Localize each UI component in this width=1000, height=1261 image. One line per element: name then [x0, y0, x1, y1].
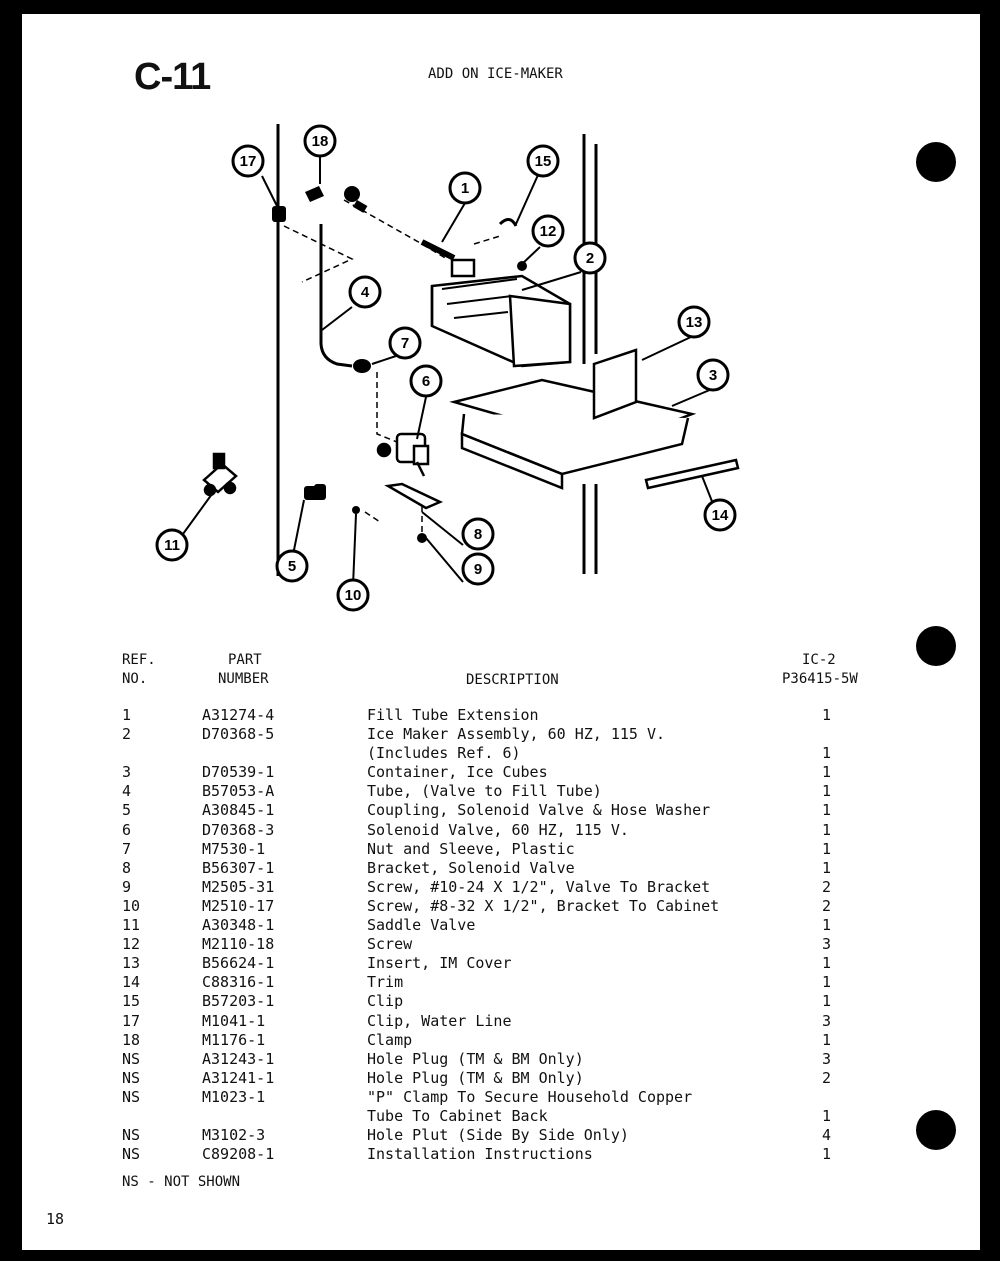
- table-row: [122, 782, 842, 801]
- cell-description: Solenoid Valve, 60 HZ, 115 V.: [367, 820, 629, 839]
- callout-14: [705, 500, 735, 530]
- table-row: [122, 725, 842, 744]
- cell-ref-no: 2: [122, 725, 132, 744]
- cell-ref-no: NS: [122, 1145, 141, 1164]
- cell-ref-no: 12: [122, 935, 141, 954]
- svg-text:8: 8: [473, 526, 483, 543]
- callout-17: [233, 146, 263, 176]
- water-tube-part: [321, 224, 352, 366]
- table-row: [122, 1088, 842, 1107]
- cell-ref-no: 15: [122, 992, 141, 1011]
- cell-ref-no: NS: [122, 1068, 141, 1087]
- cell-part-number: A31243-1: [202, 1049, 275, 1068]
- svg-text:18: 18: [311, 133, 329, 150]
- svg-text:1: 1: [460, 180, 470, 197]
- table-row: [122, 840, 842, 859]
- svg-text:11: 11: [164, 537, 180, 554]
- svg-text:15: 15: [534, 153, 552, 170]
- exploded-parts-diagram: [22, 14, 980, 654]
- cell-description: Ice Maker Assembly, 60 HZ, 115 V.: [367, 725, 666, 744]
- cell-description: Container, Ice Cubes: [367, 763, 548, 782]
- callout-11: [157, 530, 187, 560]
- cell-part-number: [202, 1107, 367, 1126]
- svg-text:4: 4: [360, 284, 370, 301]
- table-row: [122, 859, 842, 878]
- cell-ref-no: [122, 744, 202, 763]
- table-row: [122, 706, 842, 725]
- cell-quantity: 1: [822, 1106, 832, 1125]
- cell-ref-no: 17: [122, 1011, 141, 1030]
- section-id: C-11: [134, 56, 211, 98]
- callout-2: [575, 243, 605, 273]
- cell-ref-no: 9: [122, 877, 132, 896]
- cell-part-number: M1041-1: [202, 1011, 266, 1030]
- table-row: [122, 1107, 842, 1126]
- svg-text:9: 9: [473, 561, 483, 578]
- table-row: [122, 1050, 842, 1069]
- cell-description: Installation Instructions: [367, 1145, 593, 1164]
- cell-part-number: M3102-3: [202, 1126, 266, 1145]
- header-part-line2: NUMBER: [218, 671, 269, 687]
- cell-quantity: 1: [822, 839, 832, 858]
- cell-description: Tube To Cabinet Back: [367, 1106, 548, 1125]
- svg-text:17: 17: [239, 153, 257, 170]
- cell-part-number: M7530-1: [202, 839, 266, 858]
- cell-description: Hole Plug (TM & BM Only): [367, 1068, 584, 1087]
- cell-quantity: 1: [822, 1030, 832, 1049]
- header-model-line2: P36415-5W: [782, 671, 858, 687]
- cell-description: (Includes Ref. 6): [367, 744, 521, 763]
- cell-part-number: M2510-17: [202, 896, 275, 915]
- cell-quantity: 1: [822, 801, 832, 820]
- cell-description: Hole Plut (Side By Side Only): [367, 1126, 629, 1145]
- header-part-line1: PART: [228, 652, 262, 668]
- callout-10: [338, 580, 368, 610]
- cell-part-number: C89208-1: [202, 1145, 275, 1164]
- cell-quantity: 1: [822, 763, 832, 782]
- cell-description: Clip, Water Line: [367, 1011, 512, 1030]
- cell-part-number: B57203-1: [202, 992, 275, 1011]
- cell-description: Clip: [367, 992, 404, 1011]
- cell-quantity: 1: [822, 992, 832, 1011]
- page-title: ADD ON ICE-MAKER: [428, 66, 563, 82]
- cell-part-number: B57053-A: [202, 782, 275, 801]
- table-row: [122, 916, 842, 935]
- cell-quantity: 3: [822, 935, 832, 954]
- cell-ref-no: 6: [122, 820, 132, 839]
- cell-description: Screw, #8-32 X 1/2", Bracket To Cabinet: [367, 896, 720, 915]
- cell-quantity: 1: [822, 820, 832, 839]
- callout-1: [450, 173, 480, 203]
- header-ref-line2: NO.: [122, 671, 148, 687]
- table-row: [122, 878, 842, 897]
- cell-description: Screw: [367, 935, 413, 954]
- callout-12: [533, 216, 563, 246]
- table-row: [122, 1145, 842, 1164]
- cell-description: Screw, #10-24 X 1/2", Valve To Bracket: [367, 877, 711, 896]
- cell-ref-no: 10: [122, 896, 141, 915]
- svg-text:3: 3: [708, 367, 718, 384]
- cell-quantity: 3: [822, 1049, 832, 1068]
- cell-description: Coupling, Solenoid Valve & Hose Washer: [367, 801, 711, 820]
- table-row: [122, 801, 842, 820]
- cell-part-number: D70368-3: [202, 820, 275, 839]
- footnote: NS - NOT SHOWN: [122, 1174, 241, 1190]
- cell-part-number: A30845-1: [202, 801, 275, 820]
- cell-description: Tube, (Valve to Fill Tube): [367, 782, 602, 801]
- cell-quantity: 1: [822, 954, 832, 973]
- catalog-page: [22, 14, 980, 1250]
- cell-ref-no: 1: [122, 706, 132, 724]
- cell-quantity: 1: [822, 706, 832, 724]
- cell-part-number: [202, 744, 367, 763]
- cell-ref-no: 5: [122, 801, 132, 820]
- cell-part-number: M2505-31: [202, 877, 275, 896]
- table-row: [122, 992, 842, 1011]
- cell-quantity: 1: [822, 916, 832, 935]
- table-row: [122, 954, 842, 973]
- table-row: [122, 744, 842, 763]
- table-row: [122, 1126, 842, 1145]
- cell-description: Bracket, Solenoid Valve: [367, 858, 575, 877]
- cell-part-number: B56624-1: [202, 954, 275, 973]
- cell-quantity: 2: [822, 877, 832, 896]
- cell-quantity: 1: [822, 782, 832, 801]
- cell-description: Fill Tube Extension: [367, 706, 539, 724]
- callout-9: [463, 554, 493, 584]
- svg-text:12: 12: [539, 223, 557, 240]
- svg-text:2: 2: [585, 250, 595, 267]
- header-description: DESCRIPTION: [466, 672, 559, 688]
- parts-table: [122, 706, 842, 1164]
- cell-ref-no: 13: [122, 954, 141, 973]
- cell-description: Hole Plug (TM & BM Only): [367, 1049, 584, 1068]
- cell-quantity: [822, 1088, 842, 1107]
- table-row: [122, 1069, 842, 1088]
- header-ref-line1: REF.: [122, 652, 156, 668]
- cell-quantity: 4: [822, 1126, 832, 1145]
- cell-description: Nut and Sleeve, Plastic: [367, 839, 575, 858]
- svg-text:13: 13: [685, 314, 703, 331]
- cell-ref-no: 4: [122, 782, 132, 801]
- cell-ref-no: 3: [122, 763, 132, 782]
- callout-8: [463, 519, 493, 549]
- table-row: [122, 935, 842, 954]
- cell-part-number: A30348-1: [202, 916, 275, 935]
- svg-text:6: 6: [421, 373, 431, 390]
- table-row: [122, 973, 842, 992]
- callout-3: [698, 360, 728, 390]
- ice-maker-assembly-part: [432, 260, 570, 366]
- table-row: [122, 897, 842, 916]
- cell-description: Insert, IM Cover: [367, 954, 512, 973]
- cell-part-number: C88316-1: [202, 973, 275, 992]
- cell-ref-no: NS: [122, 1126, 141, 1145]
- binder-hole-bottom: [916, 1110, 956, 1150]
- cell-part-number: A31274-4: [202, 706, 275, 724]
- cell-ref-no: NS: [122, 1049, 141, 1068]
- callout-4: [350, 277, 380, 307]
- callout-15: [528, 146, 558, 176]
- table-row: [122, 1012, 842, 1031]
- page-number: 18: [46, 1210, 65, 1228]
- callout-6: [411, 366, 441, 396]
- svg-text:7: 7: [400, 335, 410, 352]
- cell-ref-no: 18: [122, 1030, 141, 1049]
- solenoid-valve-part: [378, 434, 428, 476]
- cell-quantity: 1: [822, 973, 832, 992]
- cell-part-number: A31241-1: [202, 1068, 275, 1087]
- callout-7: [390, 328, 420, 358]
- table-row: [122, 763, 842, 782]
- cell-ref-no: 11: [122, 916, 141, 935]
- cell-description: "P" Clamp To Secure Household Copper: [367, 1087, 693, 1106]
- cell-quantity: 1: [822, 858, 832, 877]
- table-row: [122, 1031, 842, 1050]
- callout-18: [305, 126, 335, 156]
- cell-part-number: D70368-5: [202, 725, 275, 744]
- cell-part-number: B56307-1: [202, 858, 275, 877]
- cell-quantity: 3: [822, 1011, 832, 1030]
- cell-description: Clamp: [367, 1030, 413, 1049]
- cell-ref-no: 8: [122, 858, 132, 877]
- cell-quantity: 2: [822, 896, 832, 915]
- cell-quantity: 1: [822, 1145, 832, 1164]
- cell-description: Trim: [367, 973, 404, 992]
- table-row: [122, 821, 842, 840]
- cell-quantity: [822, 725, 842, 744]
- saddle-valve-part: [204, 454, 236, 495]
- cell-ref-no: 7: [122, 839, 132, 858]
- cell-ref-no: [122, 1107, 202, 1126]
- svg-text:14: 14: [711, 507, 729, 524]
- svg-text:10: 10: [344, 587, 362, 604]
- cell-part-number: M2110-18: [202, 935, 275, 954]
- svg-text:5: 5: [287, 558, 297, 575]
- cell-quantity: 2: [822, 1068, 832, 1087]
- callout-5: [277, 551, 307, 581]
- ice-bin-part: [454, 380, 692, 488]
- callout-13: [679, 307, 709, 337]
- cell-ref-no: NS: [122, 1087, 141, 1106]
- cell-part-number: D70539-1: [202, 763, 275, 782]
- header-model-line1: IC-2: [802, 652, 836, 668]
- cell-description: Saddle Valve: [367, 916, 476, 935]
- cell-part-number: M1176-1: [202, 1030, 266, 1049]
- cell-part-number: M1023-1: [202, 1087, 266, 1106]
- cell-quantity: 1: [822, 744, 832, 763]
- cell-ref-no: 14: [122, 973, 141, 992]
